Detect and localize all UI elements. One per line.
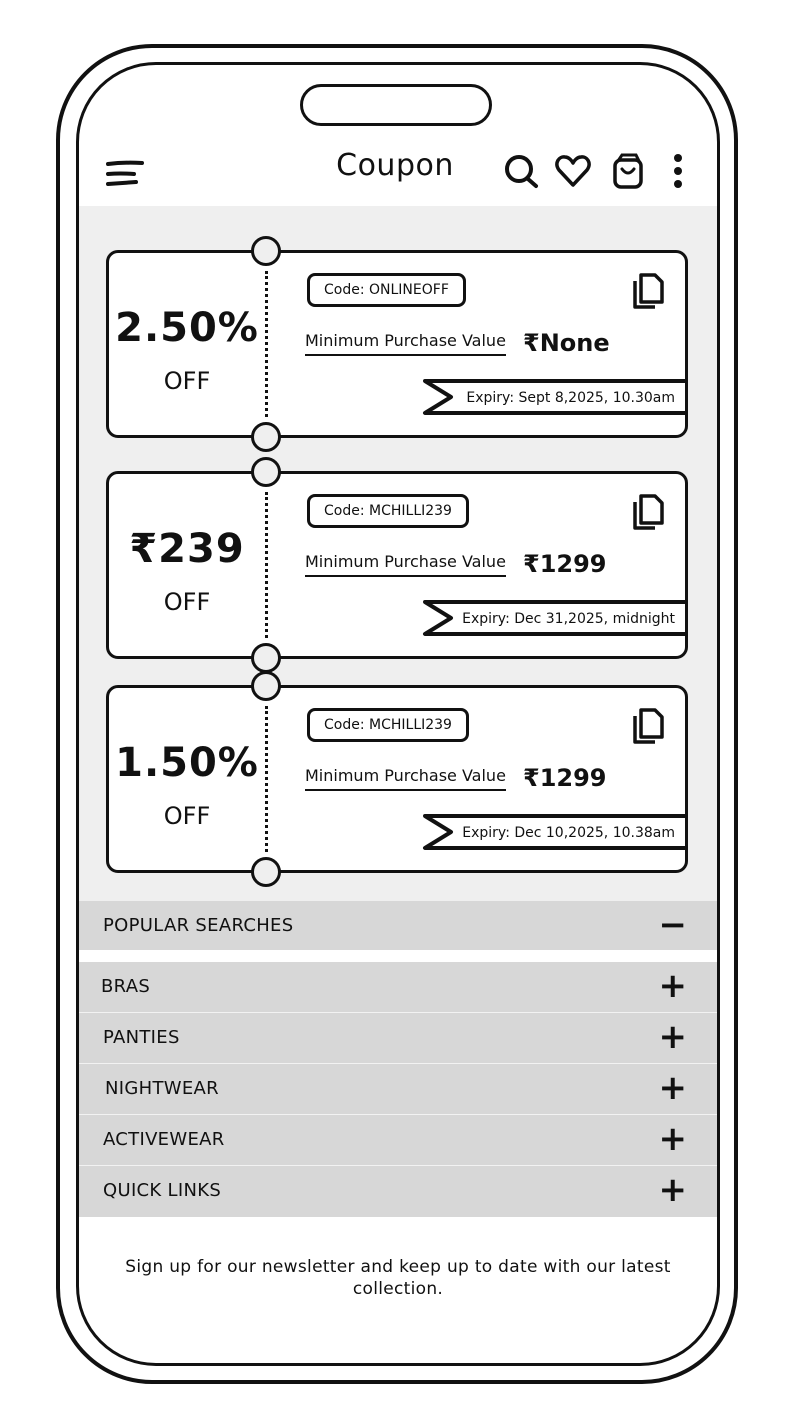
accordion-item-bras[interactable] <box>79 962 717 1012</box>
accordion-popular-searches[interactable] <box>79 901 717 950</box>
menu-icon[interactable] <box>106 160 146 190</box>
min-purchase-label: Minimum Purchase Value <box>305 331 506 356</box>
min-purchase-label: Minimum Purchase Value <box>305 766 506 791</box>
coupon-code: Code: MCHILLI239 <box>307 708 469 742</box>
expand-icon[interactable]: + <box>658 1170 687 1210</box>
page-title: Coupon <box>336 148 454 183</box>
expand-icon[interactable]: + <box>658 1068 687 1108</box>
copy-icon[interactable] <box>631 706 665 746</box>
perforation-line <box>265 271 268 417</box>
min-purchase-value: ₹1299 <box>523 764 607 792</box>
accordion-item-nightwear[interactable] <box>79 1063 717 1114</box>
heart-icon[interactable] <box>554 152 592 190</box>
accordion-label: QUICK LINKS <box>103 1180 222 1201</box>
coupon-card <box>106 250 688 438</box>
accordion-item-quick-links[interactable] <box>79 1165 717 1217</box>
expand-icon[interactable]: + <box>658 1119 687 1159</box>
newsletter-text: Sign up for our newsletter and keep up to date with our latest collection. <box>125 1257 671 1299</box>
coupon-card <box>106 471 688 659</box>
expand-icon[interactable]: + <box>658 966 687 1006</box>
coupon-expiry: Expiry: Dec 31,2025, midnight <box>462 611 675 627</box>
copy-icon[interactable] <box>631 492 665 532</box>
accordion-label: BRAS <box>101 976 151 997</box>
coupon-expiry: Expiry: Sept 8,2025, 10.30am <box>466 390 675 406</box>
min-purchase-value: ₹None <box>523 329 610 357</box>
perforation-line <box>265 706 268 852</box>
accordion-item-activewear[interactable] <box>79 1114 717 1165</box>
min-purchase-value: ₹1299 <box>523 550 607 578</box>
phone-notch <box>300 84 492 126</box>
collapse-icon[interactable]: − <box>658 905 687 945</box>
coupon-discount: 2.50% <box>115 305 259 351</box>
accordion-label: PANTIES <box>103 1027 180 1048</box>
copy-icon[interactable] <box>631 271 665 311</box>
min-purchase-label: Minimum Purchase Value <box>305 552 506 577</box>
coupon-code: Code: ONLINEOFF <box>307 273 466 307</box>
coupon-off-label: OFF <box>163 367 211 395</box>
coupon-expiry: Expiry: Dec 10,2025, 10.38am <box>462 825 675 841</box>
search-icon[interactable] <box>502 152 540 190</box>
coupon-code: Code: MCHILLI239 <box>307 494 469 528</box>
perforation-line <box>265 492 268 638</box>
coupon-discount: 1.50% <box>115 740 259 786</box>
shopping-bag-icon[interactable] <box>610 152 648 190</box>
accordion-label: POPULAR SEARCHES <box>103 915 294 936</box>
accordion-label: NIGHTWEAR <box>105 1078 219 1099</box>
coupon-discount: ₹239 <box>129 526 245 572</box>
coupon-card <box>106 685 688 873</box>
accordion-item-panties[interactable] <box>79 1012 717 1063</box>
expand-icon[interactable]: + <box>658 1017 687 1057</box>
coupon-off-label: OFF <box>163 802 211 830</box>
coupon-off-label: OFF <box>163 588 211 616</box>
more-vertical-icon[interactable] <box>668 152 688 190</box>
accordion-label: ACTIVEWEAR <box>103 1129 225 1150</box>
